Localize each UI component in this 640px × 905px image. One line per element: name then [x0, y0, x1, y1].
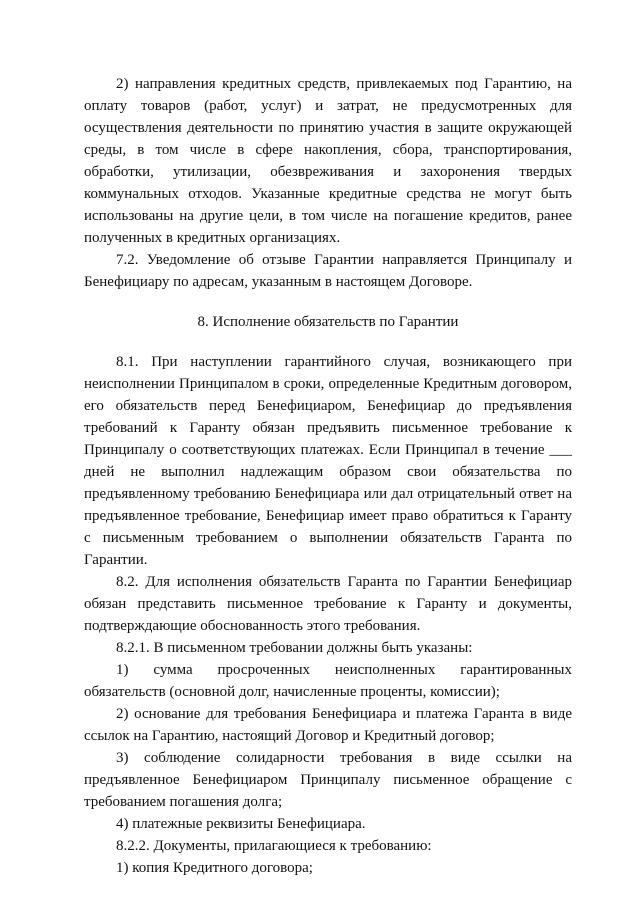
- paragraph-clause-8-2-1: 8.2.1. В письменном требовании должны быть указаны:: [116, 640, 473, 656]
- list-item-8-2-2-1: 1) копия Кредитного договора;: [116, 860, 313, 876]
- document-page: [84, 73, 572, 879]
- list-item-8-2-1-2: 2) основание для требования Бенефициара и платежа Гаранта в виде ссылок на Гарантию, настоящий Договор и Кредитный договор;: [84, 706, 572, 744]
- paragraph-clause-7-2: 7.2. Уведомление об отзыве Гарантии направляется Принципалу и Бенефициару по адресам, указанным в настоящем Договоре.: [84, 252, 572, 290]
- section-heading: 8. Исполнение обязательств по Гарантии: [197, 314, 459, 330]
- list-item-8-2-1-3: 3) соблюдение солидарности требования в виде ссылки на предъявленное Бенефициаром Принципалу письменное обращение с требованием погашения долга;: [84, 750, 572, 810]
- paragraph-clause-8-1: 8.1. При наступлении гарантийного случая, возникающего при неисполнении Принципалом в сроки, определенные Кредитным договором, его обязательств перед Бенефициаром, Бенефициар до предъявления требований к Гаранту обязан предъявить письменное требование к Принципалу о соответствующих платежах. Если Принципал в течение ___ дней не выполнил надлежащим образом свои обязательства по предъявленному требованию Бенефициара или дал отрицательный ответ на предъявленное требование, Бенефициар имеет право обратиться к Гаранту с письменным требованием о выполнении обязательств Гаранта по Гарантии.: [84, 354, 572, 568]
- list-item-8-2-1-4: 4) платежные реквизиты Бенефициара.: [116, 816, 366, 832]
- paragraph-clause-8-2-2: 8.2.2. Документы, прилагающиеся к требованию:: [116, 838, 432, 854]
- paragraph-clause-8-2: 8.2. Для исполнения обязательств Гаранта по Гарантии Бенефициар обязан представить письменное требование к Гаранту и документы, подтверждающие обоснованность этого требования.: [84, 574, 572, 634]
- list-item-8-2-1-1: 1) сумма просроченных неисполненных гарантированных обязательств (основной долг, начисленные проценты, комиссии);: [84, 662, 572, 700]
- paragraph-clause-7-1-2: 2) направления кредитных средств, привлекаемых под Гарантию, на оплату товаров (работ, услуг) и затрат, не предусмотренных для осуществления деятельности по принятию участия в защите окружающей среды, в том числе в сфере накопления, сбора, транспортирования, обработки, утилизации, обезвреживания и захоронения твердых коммунальных отходов. Указанные кредитные средства не могут быть использованы на другие цели, в том числе на погашение кредитов, ранее полученных в кредитных организациях.: [84, 76, 572, 246]
